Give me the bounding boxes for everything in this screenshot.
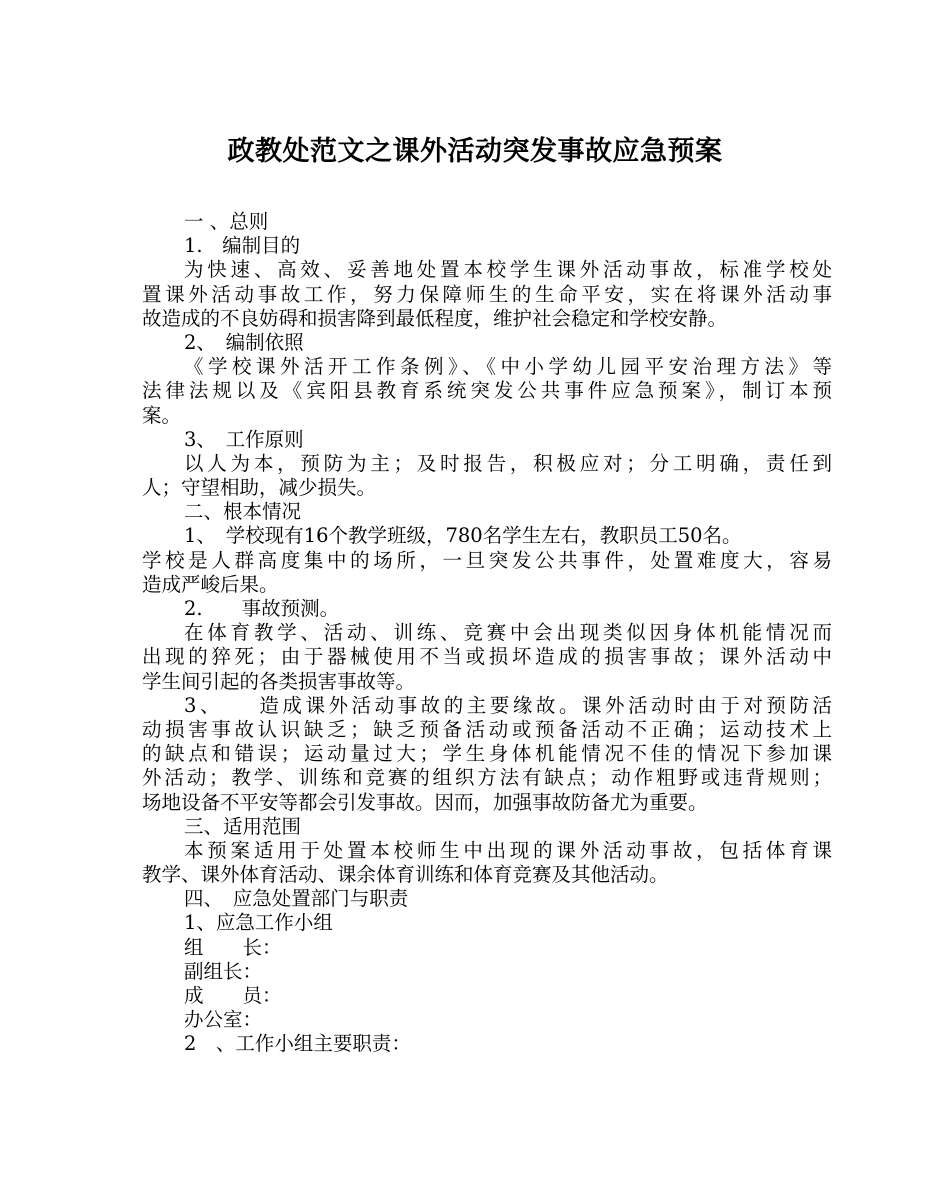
paragraph-line: 造成严峻后果。 bbox=[142, 572, 279, 596]
paragraph-line: 2、 编制依照 bbox=[184, 330, 304, 354]
paragraph-line: 本预案适用于处置本校师生中出现的课外活动事故，包括体育课 bbox=[184, 838, 832, 862]
paragraph-line: 人；守望相助，减少损失。 bbox=[142, 476, 377, 500]
document-body bbox=[142, 210, 832, 1057]
paragraph-line: 办公室： bbox=[184, 1008, 263, 1032]
paragraph-line: 以人为本，预防为主；及时报告，积极应对；分工明确，责任到 bbox=[184, 451, 832, 475]
paragraph-line: 2. 事故预测。 bbox=[184, 597, 340, 620]
paragraph-line: 动损害事故认识缺乏；缺乏预备活动或预备活动不正确；运动技术上 bbox=[142, 717, 832, 741]
paragraph-line: 在体育教学、活动、训练、竞赛中会出现类似因身体机能情况而 bbox=[184, 621, 832, 645]
paragraph-line: 出现的猝死；由于器械使用不当或损坏造成的损害事故；课外活动中 bbox=[142, 645, 832, 669]
paragraph-line: 副组长： bbox=[184, 959, 263, 983]
paragraph-line: 外活动；教学、训练和竞赛的组织方法有缺点；动作粗野或违背规则； bbox=[142, 766, 832, 790]
paragraph-line: 学生间引起的各类损害事故等。 bbox=[142, 669, 416, 693]
paragraph-line: 置课外活动事故工作，努力保障师生的生命平安，实在将课外活动事 bbox=[142, 282, 832, 306]
paragraph-line: 2 、工作小组主要职责： bbox=[184, 1032, 411, 1056]
paragraph-line: 的缺点和错误；运动量过大；学生身体机能情况不佳的情况下参加课 bbox=[142, 742, 832, 766]
paragraph-line: 《学校课外活开工作条例》、《中小学幼儿园平安治理方法》等 bbox=[184, 355, 832, 379]
paragraph-line: 二、根本情况 bbox=[184, 500, 302, 524]
paragraph-line: 1、 学校现有16个教学班级，780名学生左右，教职员工50名。 bbox=[184, 524, 742, 548]
paragraph-line: 成 员： bbox=[184, 984, 282, 1007]
paragraph-line: 1. 编制目的 bbox=[184, 234, 301, 258]
paragraph-line: 法律法规以及《宾阳县教育系统突发公共事件应急预案》，制订本预 bbox=[142, 379, 832, 403]
paragraph-line: 3、 造成课外活动事故的主要缘故。课外活动时由于对预防活 bbox=[184, 693, 832, 717]
paragraph-line: 学校是人群高度集中的场所，一旦突发公共事件，处置难度大，容易 bbox=[142, 548, 832, 572]
paragraph-line: 教学、课外体育活动、课余体育训练和体育竞赛及其他活动。 bbox=[142, 863, 669, 887]
paragraph-line: 四、 应急处置部门与职责 bbox=[184, 887, 409, 911]
paragraph-line: 3、 工作原则 bbox=[184, 427, 304, 451]
paragraph-line: 场地设备不平安等都会引发事故。因而，加强事故防备尤为重要。 bbox=[142, 790, 708, 814]
paragraph-line: 故造成的不良妨碍和损害降到最低程度，维护社会稳定和学校安静。 bbox=[142, 306, 728, 330]
paragraph-line: 1、应急工作小组 bbox=[184, 911, 333, 935]
paragraph-line: 为快速、高效、妥善地处置本校学生课外活动事故，标准学校处 bbox=[184, 258, 832, 282]
document-title: 政教处范文之课外活动突发事故应急预案 bbox=[227, 136, 723, 167]
paragraph-line: 一 、总则 bbox=[184, 210, 269, 233]
paragraph-line: 三、适用范围 bbox=[184, 814, 302, 838]
paragraph-line: 案。 bbox=[142, 403, 182, 427]
paragraph-line: 组 长： bbox=[184, 935, 282, 959]
